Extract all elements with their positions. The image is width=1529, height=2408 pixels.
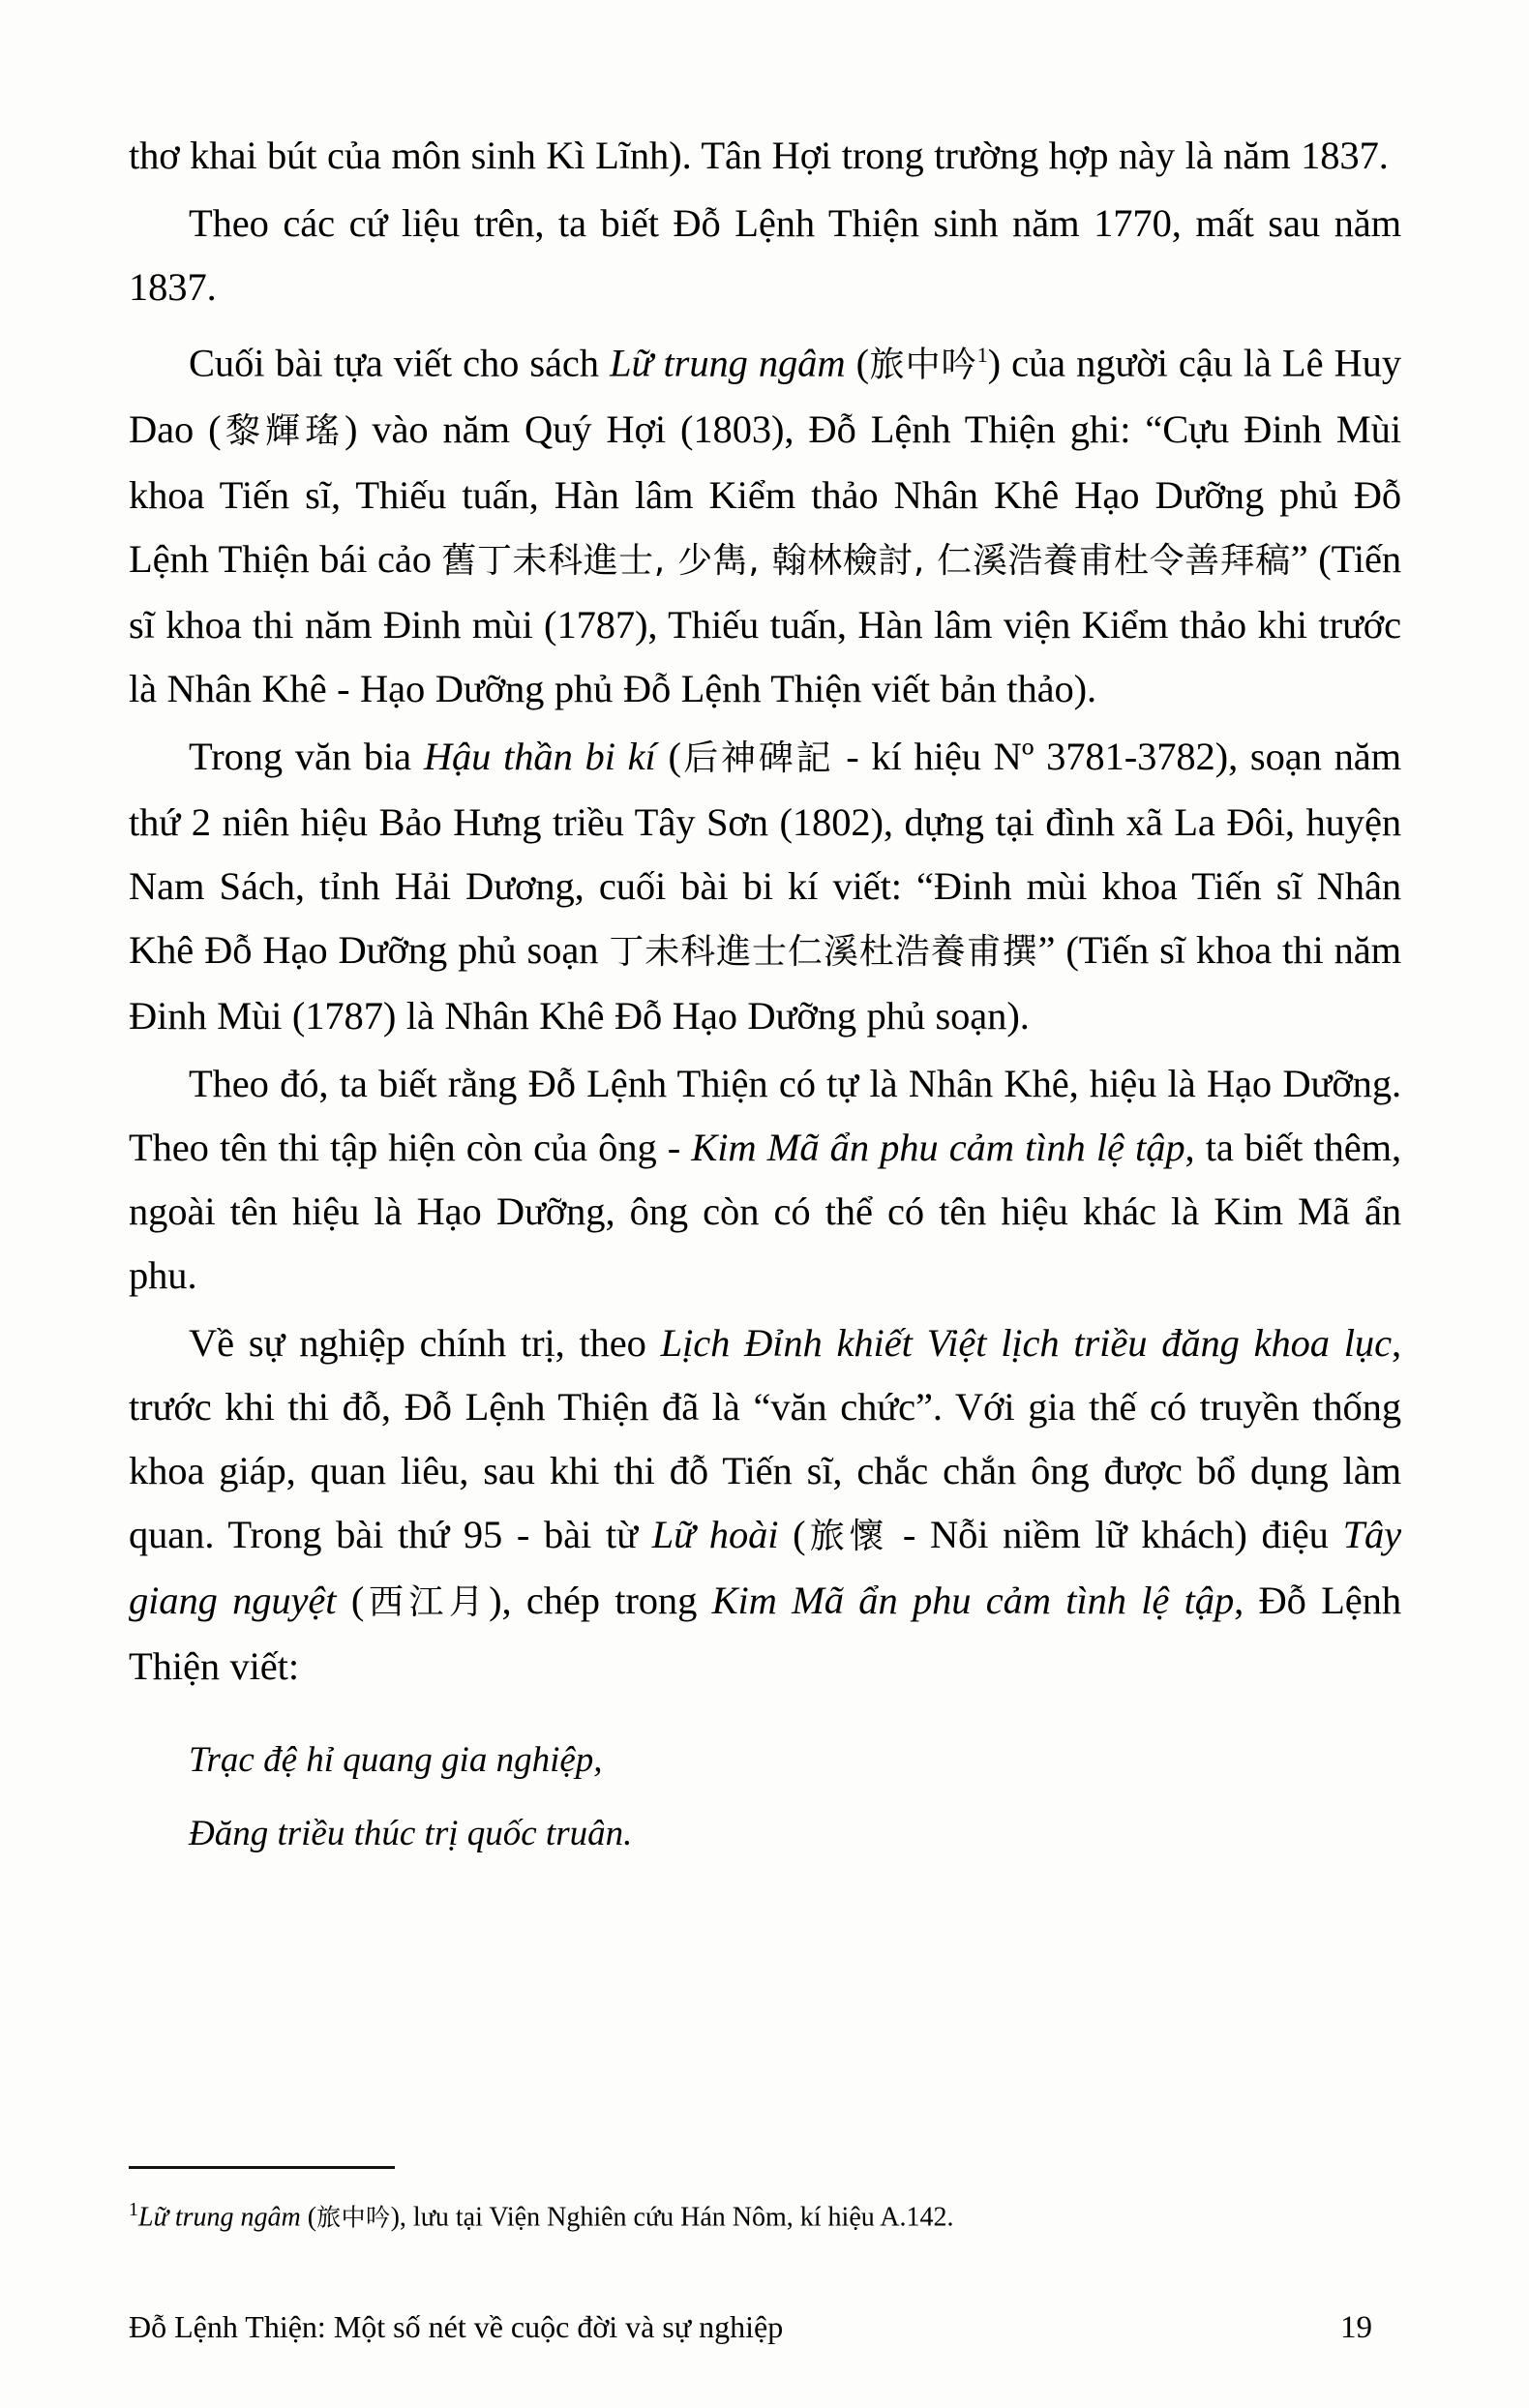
paragraph-4 (129, 725, 1401, 1048)
footnote-title-lu-trung-ngam: Lữ trung ngâm (138, 2202, 301, 2233)
p3-seg-h: ) vào năm Quý Hợi (1803), Đỗ Lệnh Thiện ghi: “Cựu Đinh Mùi khoa Tiến sĩ, Thiếu tuấn, Hàn lâm Kiểm thảo Nhân Khê Hạo Dưỡng phủ Đỗ Lệnh Thiện bái cảo (129, 406, 1401, 581)
page-body-text (129, 124, 1401, 1875)
p6-han-tay-giang-nguyet: 西江月 (364, 1581, 490, 1622)
p6-title-lu-hoai: Lữ hoài (651, 1512, 779, 1556)
paragraph-3 (129, 323, 1401, 721)
p6-seg-m: , Đỗ Lệnh Thiện viết: (129, 1578, 1401, 1688)
footnote-area (129, 2166, 1401, 2237)
p6-seg-c: , trước khi thi đỗ, Đỗ Lệnh Thiện đã là “văn chức”. Với gia thế có truyền thống khoa giáp, quan liêu, sau khi thi đỗ Tiến sĩ, chắc chắn ông được bổ dụng làm quan. Trong bài thứ 95 - bài từ (129, 1320, 1401, 1556)
p4-title-hau-than-bi-ki: Hậu thần bi kí (423, 734, 656, 778)
footnote-reference-1[interactable]: 1 (976, 343, 988, 367)
p6-seg-e: ( (778, 1512, 806, 1556)
p3-seg-j: ” (Tiến sĩ khoa thi năm Đinh mùi (1787), Thiếu tuấn, Hàn lâm viện Kiểm thảo khi trước là Nhân Khê - Hạo Dưỡng phủ Đỗ Lệnh Thiện viết bản thảo). (129, 536, 1401, 710)
footnote-number: 1 (129, 2199, 138, 2220)
p4-seg-a: Trong văn bia (189, 734, 424, 778)
p4-han-hau-than-bi-ki: 后神碑記 (680, 737, 834, 778)
p4-seg-c: ( (655, 734, 681, 778)
footnote-seg-b: ( (300, 2202, 317, 2233)
p3-title-lu-trung-ngam: Lữ trung ngâm (610, 341, 846, 385)
p3-han-le-huy-dao: 黎輝瑤 (221, 410, 345, 451)
page-footer (129, 2305, 1406, 2349)
p5-seg-a: Theo đó, ta biết rằng Đỗ Lệnh Thiện có tự là Nhân Khê, hiệu là Hạo Dưỡng. Theo tên thi tập hiện còn của ông - (129, 1061, 1401, 1169)
p5-seg-c: , ta biết thêm, ngoài tên hiệu là Hạo Dưỡng, ông còn có thể có tên hiệu khác là Kim Mã ẩn phu. (129, 1125, 1401, 1297)
footnote-seg-d: ), lưu tại Viện Nghiên cứu Hán Nôm, kí hiệu A.142. (390, 2202, 954, 2233)
verse-block (129, 1728, 1401, 1867)
paragraph-5 (129, 1052, 1401, 1308)
p6-seg-a: Về sự nghiệp chính trị, theo (189, 1320, 661, 1365)
paragraph-1: thơ khai bút của môn sinh Kì Lĩnh). Tân Hợi trong trường hợp này là năm 1837. (129, 134, 1389, 177)
paragraph-6 (129, 1311, 1401, 1699)
p4-seg-e: - kí hiệu Nº 3781-3782), soạn năm thứ 2 niên hiệu Bảo Hưng triều Tây Sơn (1802), dựng tại đình xã La Đôi, huyện Nam Sách, tỉnh Hải Dương, cuối bài bi kí viết: “Đinh mùi khoa Tiến sĩ Nhân Khê Đỗ Hạo Dưỡng phủ soạn (129, 734, 1401, 972)
p4-han-quote: 丁未科進士仁溪杜浩養甫撰 (609, 931, 1038, 972)
p6-title-tay-giang-nguyet: Tây giang nguyệt (129, 1512, 1402, 1622)
p6-title-dang-khoa-luc: Lịch Đỉnh khiết Việt lịch triều đăng khoa lục (660, 1320, 1392, 1365)
footnote-1 (129, 2190, 1401, 2237)
p6-seg-k: ), chép trong (489, 1578, 712, 1622)
p3-seg-f: ) của người cậu là Lê Huy Dao ( (129, 341, 1401, 451)
p3-han-lu-trung-ngam: 旅中吟 (868, 345, 977, 385)
p6-seg-g: - Nỗi niềm lữ khách) điệu (888, 1512, 1343, 1556)
p5-title-kim-ma-an-phu: Kim Mã ẩn phu cảm tình lệ tập (691, 1125, 1185, 1169)
footnote-han-lu-trung-ngam: 旅中吟 (316, 2203, 391, 2232)
page-number: 19 (1340, 2310, 1372, 2345)
p3-han-quote: 舊丁未科進士, 少雋, 翰林檢討, 仁溪浩養甫杜令善拜稿 (441, 540, 1291, 581)
p6-title-kim-ma-an-phu: Kim Mã ẩn phu cảm tình lệ tập (711, 1578, 1235, 1622)
running-footer-title: Đỗ Lệnh Thiện: Một số nét về cuộc đời và sự nghiệp (129, 2309, 784, 2344)
p3-seg-c: ( (845, 341, 869, 385)
p6-han-lu-hoai: 旅懷 (805, 1516, 889, 1556)
footnote-separator-rule (129, 2166, 395, 2169)
p6-seg-i: ( (336, 1578, 365, 1622)
paragraph-2: Theo các cứ liệu trên, ta biết Đỗ Lệnh Thiện sinh năm 1770, mất sau năm 1837. (129, 201, 1401, 309)
verse-line-2: Đăng triều thúc trị quốc truân. (189, 1813, 633, 1853)
p3-seg-a: Cuối bài tựa viết cho sách (189, 341, 611, 385)
p4-seg-g: ” (Tiến sĩ khoa thi năm Đinh Mùi (1787) là Nhân Khê Đỗ Hạo Dưỡng phủ soạn). (129, 927, 1401, 1038)
verse-line-1: Trạc đệ hỉ quang gia nghiệp, (189, 1739, 603, 1780)
